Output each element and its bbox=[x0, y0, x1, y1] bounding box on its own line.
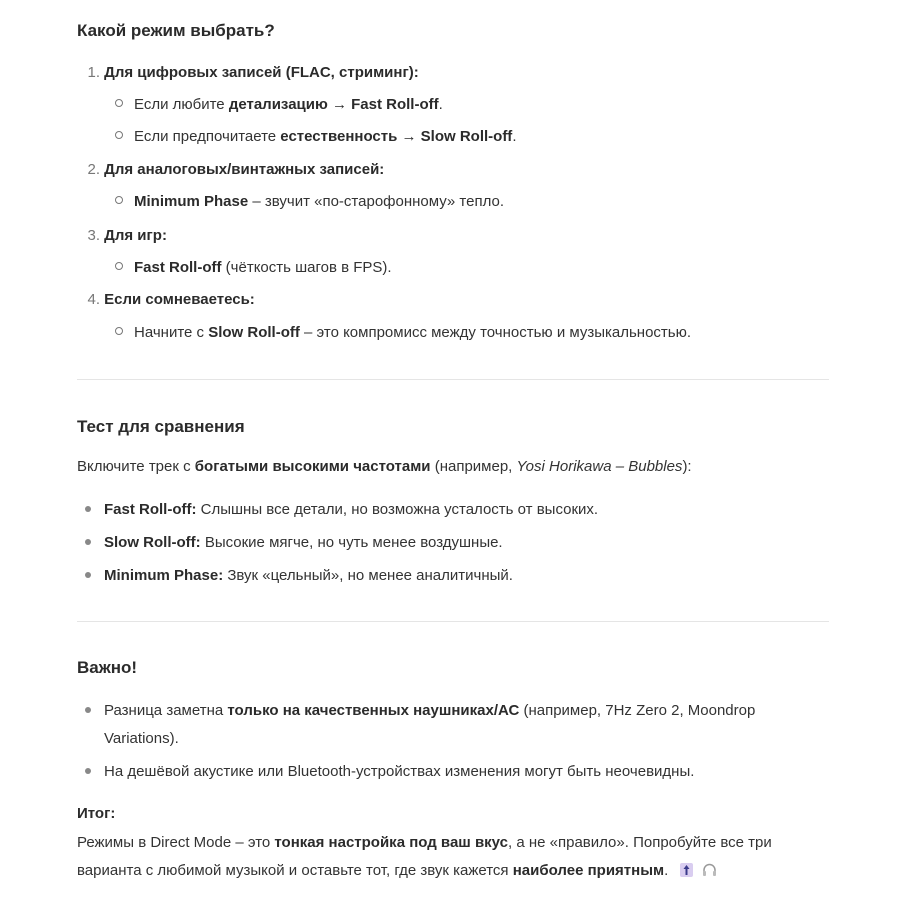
divider bbox=[77, 621, 829, 622]
summary-line: Режимы в Direct Mode – это тонкая настройка под ваш вкус, а не «правило». Попробуйте все три bbox=[77, 834, 772, 851]
bullet-icon bbox=[115, 327, 123, 335]
bullet-icon bbox=[115, 262, 123, 270]
list-item: Minimum Phase: Звук «цельный», но менее аналитичный. bbox=[85, 566, 513, 586]
slider-emoji-icon bbox=[680, 863, 693, 877]
list-item-continued: Variations). bbox=[104, 730, 179, 747]
list-item: 4. Если сомневаетесь: bbox=[87, 291, 255, 308]
paragraph: Включите трек с богатыми высокими частотами (например, Yosi Horikawa – Bubbles): bbox=[77, 458, 692, 475]
bullet-icon bbox=[85, 539, 91, 545]
bullet-icon bbox=[115, 196, 123, 204]
list-item: Разница заметна только на качественных наушниках/АС (например, 7Hz Zero 2, Moondrop bbox=[85, 701, 755, 721]
list-item: Slow Roll-off: Высокие мягче, но чуть менее воздушные. bbox=[85, 533, 503, 553]
list-item: 1. Для цифровых записей (FLAC, стриминг): bbox=[87, 64, 419, 81]
list-item: Fast Roll-off (чёткость шагов в FPS). bbox=[115, 258, 392, 278]
list-item: Minimum Phase – звучит «по-старофонному» тепло. bbox=[115, 192, 504, 212]
list-item: Если предпочитаете естественность → Slow Roll-off. bbox=[115, 127, 516, 147]
bullet-icon bbox=[85, 707, 91, 713]
heading-important: Важно! bbox=[77, 658, 138, 677]
list-item: Fast Roll-off: Слышны все детали, но возможна усталость от высоких. bbox=[85, 500, 598, 520]
list-item: 3. Для игр: bbox=[87, 227, 167, 244]
list-item: Начните с Slow Roll-off – это компромисс между точностью и музыкальностью. bbox=[115, 323, 691, 343]
summary-line: варианта с любимой музыкой и оставьте тот, где звук кажется наиболее приятным. bbox=[77, 861, 715, 881]
list-item: На дешёвой акустике или Bluetooth-устройствах изменения могут быть неочевидны. bbox=[85, 762, 694, 782]
summary-label: Итог: bbox=[77, 805, 116, 822]
bullet-icon bbox=[115, 99, 123, 107]
divider bbox=[77, 379, 829, 380]
heading-mode-choice: Какой режим выбрать? bbox=[77, 21, 275, 40]
heading-comparison-test: Тест для сравнения bbox=[77, 417, 245, 436]
list-item: 2. Для аналоговых/винтажных записей: bbox=[87, 161, 385, 178]
bullet-icon bbox=[85, 506, 91, 512]
bullet-icon bbox=[115, 131, 123, 139]
headphones-emoji-icon bbox=[702, 863, 715, 877]
list-item: Если любите детализацию → Fast Roll-off. bbox=[115, 95, 443, 115]
bullet-icon bbox=[85, 572, 91, 578]
bullet-icon bbox=[85, 768, 91, 774]
